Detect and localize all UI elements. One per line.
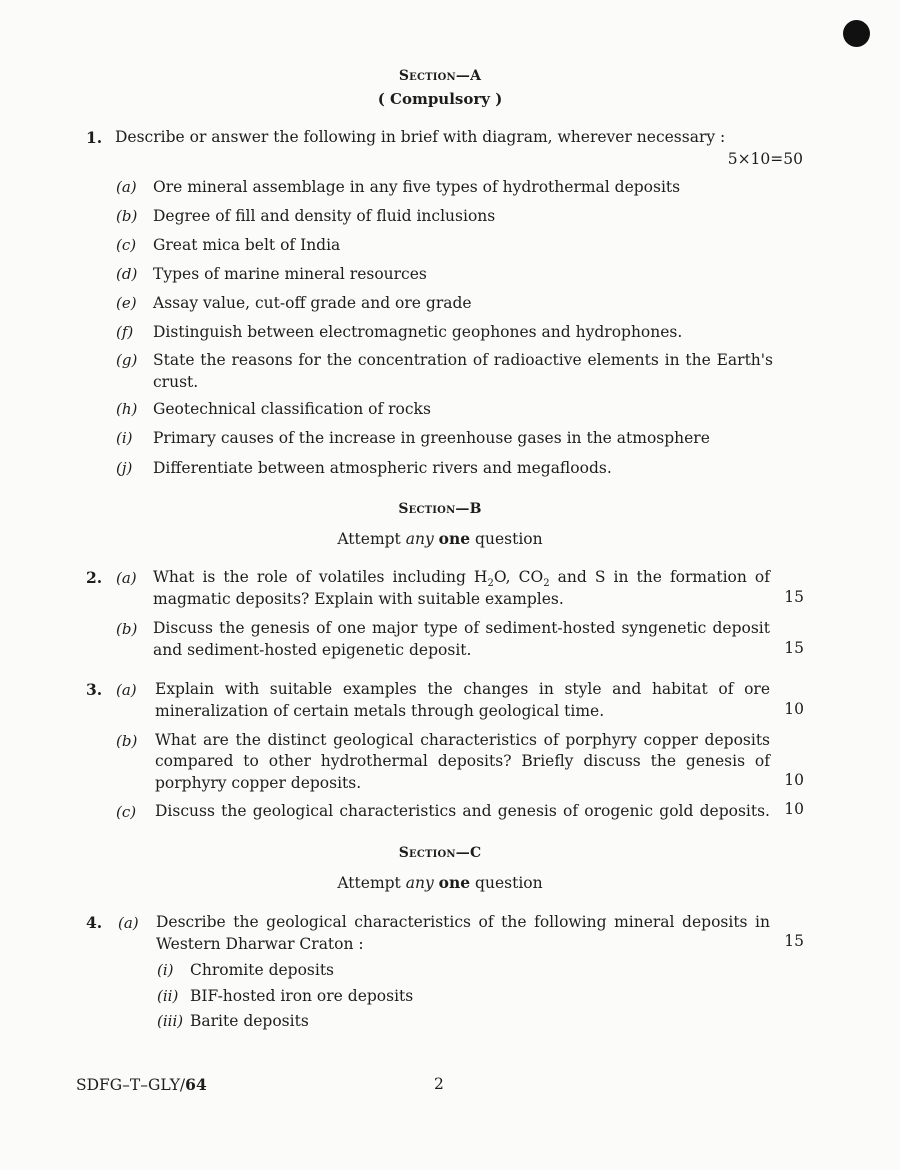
q1f-text: Distinguish between electromagnetic geophones and hydrophones. [153, 323, 683, 341]
q3a-text-line1: Explain with suitable examples the changes in style and habitat of ore [155, 680, 770, 698]
q3b-label: (b) [116, 732, 138, 750]
q1c-label: (c) [116, 236, 137, 254]
q1-number: 1. [86, 128, 103, 147]
q4a-iii-text: Barite deposits [190, 1012, 309, 1030]
q4a-text-line1: Describe the geological characteristics of the following mineral deposits in [156, 913, 770, 931]
q1g-label: (g) [116, 351, 138, 369]
section-a-subtitle: ( Compulsory ) [377, 90, 503, 108]
q3a-label: (a) [116, 681, 137, 699]
q1d-label: (d) [116, 265, 138, 283]
q4a-i-text: Chromite deposits [190, 961, 335, 979]
q3b-marks: 10 [784, 771, 804, 789]
section-b-title: Section—B [398, 501, 482, 517]
q1-marks: 5×10=50 [727, 150, 803, 168]
q3c-label: (c) [116, 803, 137, 821]
q3a-marks: 10 [784, 700, 804, 718]
q4a-marks: 15 [784, 932, 804, 950]
q3b-text-line2: compared to other hydrothermal deposits? Briefly discuss the genesis of [155, 752, 770, 770]
q2a-label: (a) [116, 569, 137, 587]
q4-number: 4. [86, 913, 103, 932]
section-a-title: Section—A [398, 68, 482, 84]
q3b-text-line1: What are the distinct geological characteristics of porphyry copper deposits [155, 731, 770, 749]
q4a-ii-text: BIF-hosted iron ore deposits [190, 987, 414, 1005]
q1i-label: (i) [116, 429, 133, 447]
q1g-text-cont: crust. [153, 373, 199, 391]
q1j-label: (j) [116, 459, 133, 477]
q3-number: 3. [86, 680, 103, 699]
q1h-text: Geotechnical classification of rocks [153, 400, 431, 418]
q2a-text-line1: What is the role of volatiles including $H_2O$, $CO_2$ and S in the formation of [153, 568, 770, 590]
q1c-text: Great mica belt of India [153, 236, 341, 254]
q2b-text-line1: Discuss the genesis of one major type of sediment-hosted syngenetic deposit [153, 619, 770, 637]
q2a-text-line2: magmatic deposits? Explain with suitable examples. [153, 590, 564, 608]
q2b-text-line2: and sediment-hosted epigenetic deposit. [153, 641, 472, 659]
paper-code: SDFG–T–GLY/64 [76, 1075, 207, 1094]
q2b-marks: 15 [784, 639, 804, 657]
section-c-title: Section—C [398, 845, 482, 861]
q3c-text-line1: Discuss the geological characteristics and genesis of orogenic gold deposits. [155, 802, 770, 820]
q1e-text: Assay value, cut-off grade and ore grade [153, 294, 472, 312]
q4a-iii-label: (iii) [157, 1012, 184, 1030]
q4a-label: (a) [118, 914, 139, 932]
q1f-label: (f) [116, 323, 134, 341]
q4a-text-line2: Western Dharwar Craton : [156, 935, 364, 953]
q1i-text: Primary causes of the increase in greenhouse gases in the atmosphere [153, 429, 710, 447]
q1b-label: (b) [116, 207, 138, 225]
q1g-text: State the reasons for the concentration of radioactive elements in the Earth's [153, 351, 773, 369]
section-b-instruction: Attempt any one question [337, 529, 543, 548]
section-c-instruction: Attempt any one question [337, 873, 543, 892]
q2a-marks: 15 [784, 588, 804, 606]
q1j-text: Differentiate between atmospheric rivers and megafloods. [153, 459, 612, 477]
q1b-text: Degree of fill and density of fluid inclusions [153, 207, 496, 225]
q1e-label: (e) [116, 294, 137, 312]
q2-number: 2. [86, 568, 103, 587]
q4a-ii-label: (ii) [157, 987, 179, 1005]
q2b-label: (b) [116, 620, 138, 638]
q3b-text-line3: porphyry copper deposits. [155, 774, 362, 792]
q1d-text: Types of marine mineral resources [153, 265, 427, 283]
page-number: 2 [434, 1075, 444, 1093]
registration-dot [843, 20, 870, 47]
q1h-label: (h) [116, 400, 138, 418]
q3a-text-line2: mineralization of certain metals through geological time. [155, 702, 605, 720]
q1a-text: Ore mineral assemblage in any five types of hydrothermal deposits [153, 178, 681, 196]
q3c-marks: 10 [784, 800, 804, 818]
q4a-i-label: (i) [157, 961, 174, 979]
q1-text: Describe or answer the following in brief with diagram, wherever necessary : [115, 128, 726, 146]
q1a-label: (a) [116, 178, 137, 196]
